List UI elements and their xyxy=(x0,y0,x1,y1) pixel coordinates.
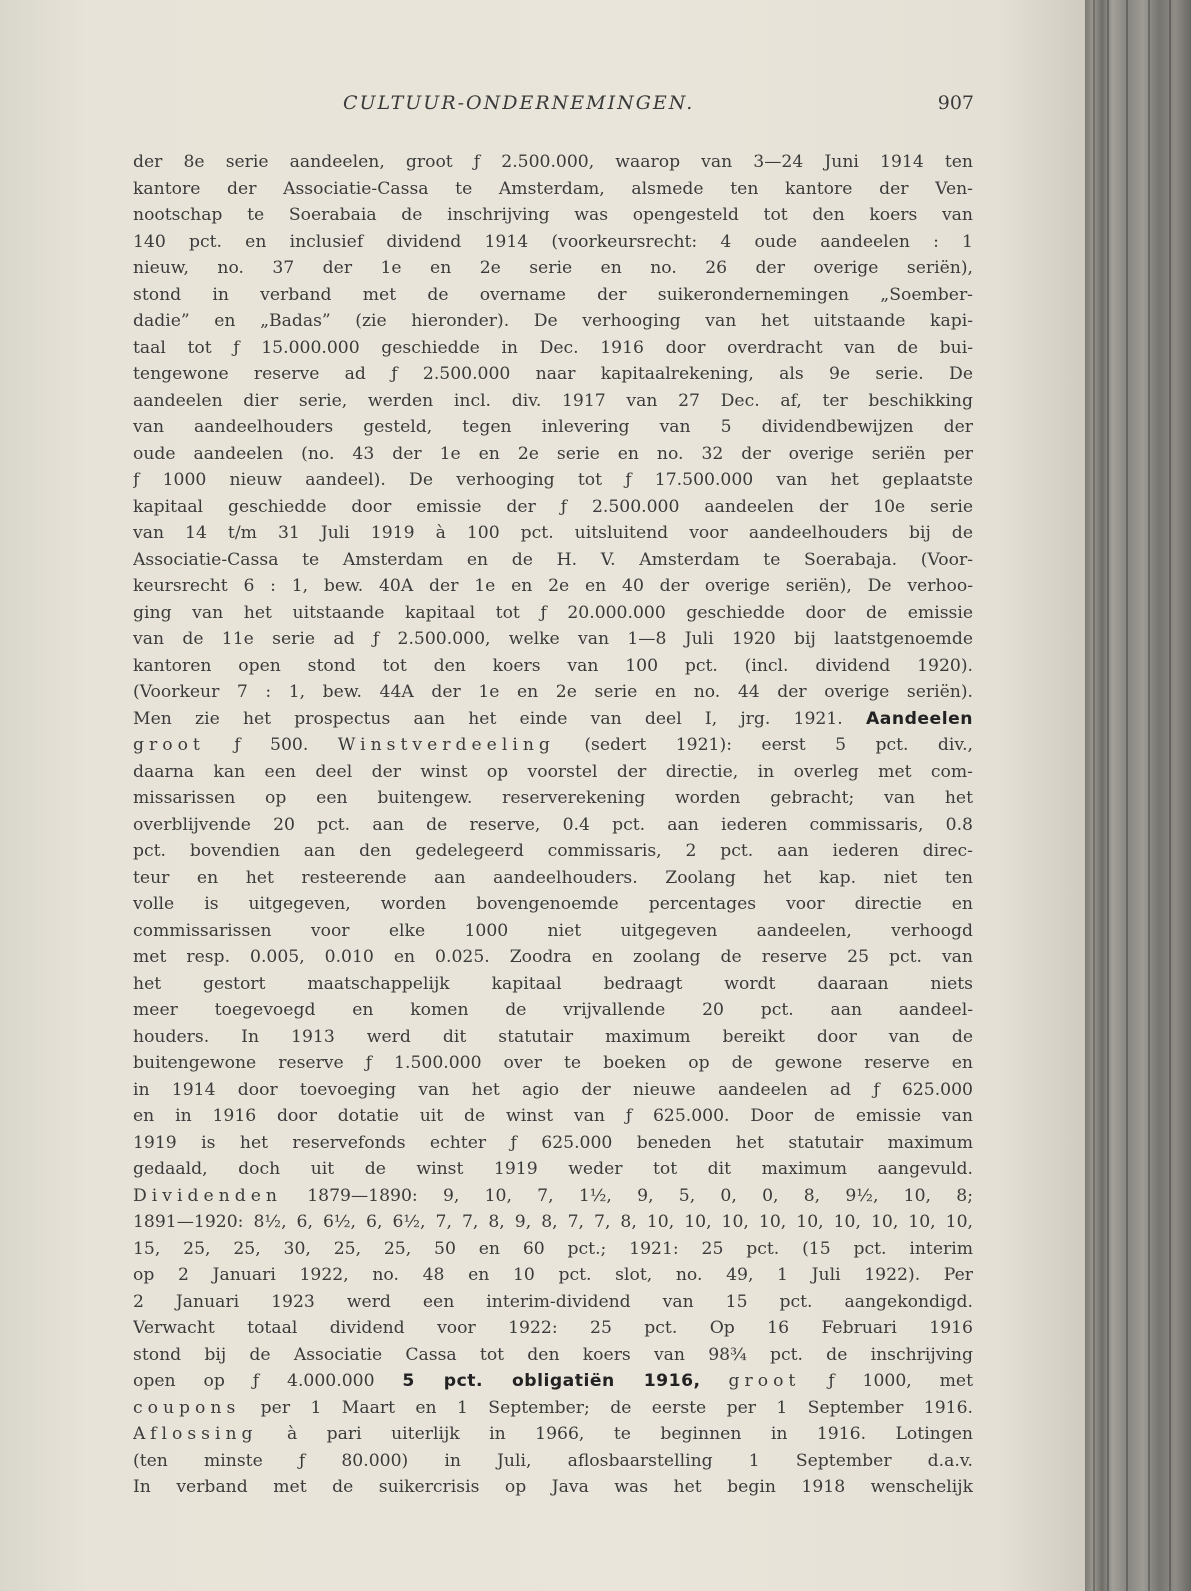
text-line: kantoren open stond tot den koers van 100 pct. (incl. dividend 1920). xyxy=(133,655,973,676)
text-line: van aandeelhouders gesteld, tegen inlevering van 5 dividendbewijzen der xyxy=(133,417,973,437)
text-line: nieuw, no. 37 der 1e en 2e serie en no. 26 der overige seriën), xyxy=(133,258,973,278)
text-line: met resp. 0.005, 0.010 en 0.025. Zoodra en zoolang de reserve 25 pct. van xyxy=(133,947,973,967)
text-line: 15, 25, 25, 30, 25, 25, 50 en 60 pct.; 1921: 25 pct. (15 pct. interim xyxy=(133,1238,973,1259)
text-line: oude aandeelen (no. 43 der 1e en 2e serie en no. 32 der overige seriën per xyxy=(133,443,973,464)
spaced-term: Aflossing xyxy=(133,1424,258,1444)
text-line: overblijvende 20 pct. aan de reserve, 0.4 pct. aan iederen commissaris, 0.8 xyxy=(133,814,973,835)
text-line: Men zie het prospectus aan het einde van deel I, jrg. 1921. Aandeelen xyxy=(133,708,973,729)
text-line: van 14 t/m 31 Juli 1919 à 100 pct. uitsluitend voor aandeelhouders bij de xyxy=(133,523,973,543)
text-line: dadie” en „Badas” (zie hieronder). De verhooging van het uitstaande kapi- xyxy=(133,311,973,331)
text-line: kapitaal geschiedde door emissie der ƒ 2.500.000 aandeelen der 10e serie xyxy=(133,496,973,517)
text-line: pct. bovendien aan den gedelegeerd commissaris, 2 pct. aan iederen direc- xyxy=(133,841,973,861)
text-line: groot ƒ 500. Winstverdeeling (sedert 1921): eerst 5 pct. div., xyxy=(133,735,973,755)
text-line: keursrecht 6 : 1, bew. 40A der 1e en 2e en 40 der overige seriën), De verhoo- xyxy=(133,576,973,596)
spaced-term: Winstverdeeling xyxy=(337,735,555,755)
text-line: en in 1916 door dotatie uit de winst van ƒ 625.000. Door de emissie van xyxy=(133,1106,973,1126)
text-line: In verband met de suikercrisis op Java was het begin 1918 wenschelijk xyxy=(133,1477,973,1497)
spaced-term: groot xyxy=(133,735,205,755)
text-line: tengewone reserve ad ƒ 2.500.000 naar kapitaalrekening, als 9e serie. De xyxy=(133,364,973,384)
running-header xyxy=(128,92,974,122)
running-title: CULTUUR-ONDERNEMINGEN. xyxy=(343,92,695,114)
text-line: kantore der Associatie-Cassa te Amsterdam, alsmede ten kantore der Ven- xyxy=(133,178,973,199)
text-line: volle is uitgegeven, worden bovengenoemde percentages voor directie en xyxy=(133,894,973,914)
text-line: Dividenden 1879—1890: 9, 10, 7, 1½, 9, 5, 0, 0, 8, 9½, 10, 8; xyxy=(133,1185,973,1206)
text-line: coupons per 1 Maart en 1 September; de eerste per 1 September 1916. xyxy=(133,1397,973,1418)
text-line: buitengewone reserve ƒ 1.500.000 over te boeken op de gewone reserve en xyxy=(133,1053,973,1073)
text-line: (ten minste ƒ 80.000) in Juli, aflosbaarstelling 1 September d.a.v. xyxy=(133,1450,973,1471)
text-line: nootschap te Soerabaia de inschrijving was opengesteld tot den koers van xyxy=(133,205,973,225)
page-number: 907 xyxy=(937,92,974,114)
spaced-term: groot xyxy=(728,1371,801,1391)
text-line: der 8e serie aandeelen, groot ƒ 2.500.000, waarop van 3—24 Juni 1914 ten xyxy=(133,152,973,172)
spaced-term: Dividenden xyxy=(133,1185,282,1206)
text-line: commissarissen voor elke 1000 niet uitgegeven aandeelen, verhoogd xyxy=(133,920,973,941)
text-line: 140 pct. en inclusief dividend 1914 (voorkeursrecht: 4 oude aandeelen : 1 xyxy=(133,231,973,252)
text-line: ging van het uitstaande kapitaal tot ƒ 20.000.000 geschiedde door de emissie xyxy=(133,602,973,623)
text-line: Associatie-Cassa te Amsterdam en de H. V. Amsterdam te Soerabaja. (Voor- xyxy=(133,549,973,570)
body-text xyxy=(133,149,973,1501)
text-line: taal tot ƒ 15.000.000 geschiedde in Dec. 1916 door overdracht van de bui- xyxy=(133,337,973,358)
text-line: stond in verband met de overname der suikerondernemingen „Soember- xyxy=(133,284,973,305)
text-line: het gestort maatschappelijk kapitaal bedraagt wordt daaraan niets xyxy=(133,973,973,994)
text-line: 1919 is het reservefonds echter ƒ 625.000 beneden het statutair maximum xyxy=(133,1132,973,1153)
text-line: (Voorkeur 7 : 1, bew. 44A der 1e en 2e serie en no. 44 der overige seriën). xyxy=(133,682,973,702)
text-line: in 1914 door toevoeging van het agio der nieuwe aandeelen ad ƒ 625.000 xyxy=(133,1079,973,1100)
text-line: 1891—1920: 8½, 6, 6½, 6, 6½, 7, 7, 8, 9, 8, 7, 7, 8, 10, 10, 10, 10, 10, 10, 10, 10, 10, xyxy=(133,1212,973,1232)
text-line: missarissen op een buitengew. reserverekening worden gebracht; van het xyxy=(133,788,973,808)
text-line: van de 11e serie ad ƒ 2.500.000, welke van 1—8 Juli 1920 bij laatstgenoemde xyxy=(133,629,973,649)
text-line: aandeelen dier serie, werden incl. div. 1917 van 27 Dec. af, ter beschikking xyxy=(133,390,973,411)
text-line: Verwacht totaal dividend voor 1922: 25 pct. Op 16 Februari 1916 xyxy=(133,1318,973,1338)
text-line: meer toegevoegd en komen de vrijvallende 20 pct. aan aandeel- xyxy=(133,1000,973,1020)
text-line: stond bij de Associatie Cassa tot den koers van 98¾ pct. de inschrijving xyxy=(133,1344,973,1365)
text-line: daarna kan een deel der winst op voorstel der directie, in overleg met com- xyxy=(133,761,973,782)
book-spine-edge xyxy=(1085,0,1191,1591)
text-line: teur en het resteerende aan aandeelhouders. Zoolang het kap. niet ten xyxy=(133,867,973,888)
spaced-term: coupons xyxy=(133,1397,241,1418)
text-line: op 2 Januari 1922, no. 48 en 10 pct. slot, no. 49, 1 Juli 1922). Per xyxy=(133,1265,973,1285)
text-line: 2 Januari 1923 werd een interim-dividend van 15 pct. aangekondigd. xyxy=(133,1291,973,1312)
heading-aandeelen: Aandeelen xyxy=(865,708,973,729)
text-line: houders. In 1913 werd dit statutair maximum bereikt door van de xyxy=(133,1026,973,1047)
text-line: ƒ 1000 nieuw aandeel). De verhooging tot ƒ 17.500.000 van het geplaatste xyxy=(133,470,973,490)
heading-obligatien: 5 pct. obligatiën 1916, xyxy=(402,1371,701,1391)
text-line: open op ƒ 4.000.000 5 pct. obligatiën 1916, groot ƒ 1000, met xyxy=(133,1371,973,1391)
text-line: Aflossing à pari uiterlijk in 1966, te beginnen in 1916. Lotingen xyxy=(133,1424,973,1444)
text-line: gedaald, doch uit de winst 1919 weder tot dit maximum aangevuld. xyxy=(133,1159,973,1179)
